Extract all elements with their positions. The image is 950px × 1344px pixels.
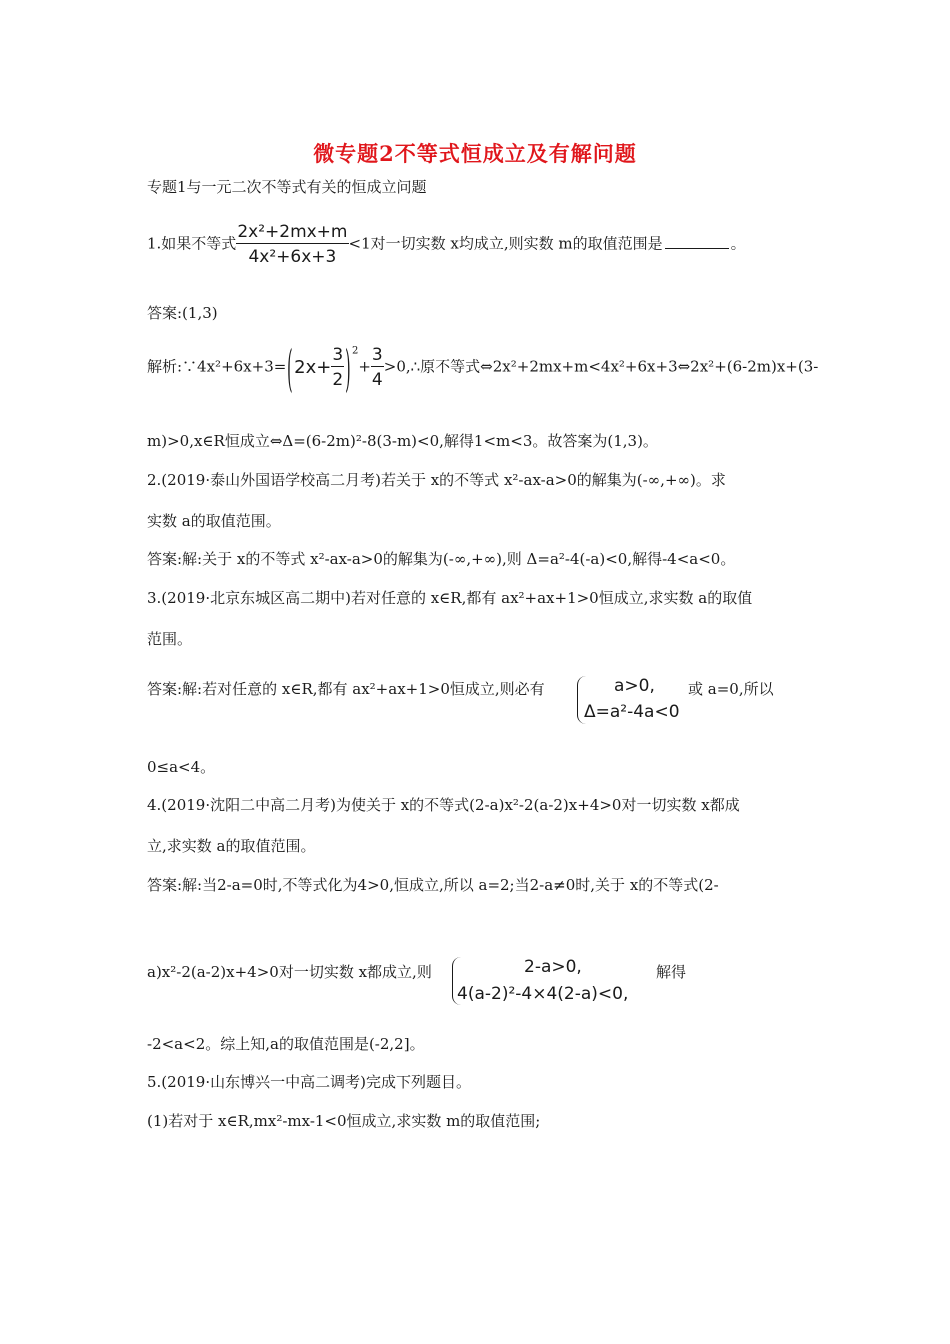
q1-frac2-den: 4: [371, 370, 383, 390]
q4-system-line1: 2-a>0,: [524, 957, 582, 977]
page-title: 微专题2不等式恒成立及有解问题: [313, 141, 637, 166]
q2-answer: 答案:解:关于 x的不等式 x²-ax-a>0的解集为(-∞,+∞),则 Δ=a²-4(-a)<0,解得-4<a<0。: [147, 550, 736, 568]
q1-fraction: [236, 222, 348, 267]
q1-numerator: 2x²+2mx+m: [237, 222, 348, 242]
q3-answer-suffix: 或 a=0,所以: [688, 680, 774, 698]
q3-answer-prefix: 答案:解:若对任意的 x∈R,都有 ax²+ax+1>0恒成立,则必有: [147, 680, 545, 698]
question-4-line2: 立,求实数 a的取值范围。: [147, 837, 316, 855]
q1-analysis-inner: 2x+: [294, 357, 332, 378]
q4-answer-line2-suffix: 解得: [656, 963, 687, 981]
q1-analysis: 解析:∵4x²+6x+3=(2x+ $\frac{3}{2}$ )$^2$+ $\frac{3}{4}$ >0,∴原不等式⇔2x²+2mx+m<4x²+6x+3⇔2x²+(6-2m)x+(3-: [147, 337, 819, 398]
q1-analysis-frac2: [371, 345, 384, 390]
q1-analysis-prefix: 解析:∵4x²+6x+3=: [147, 357, 287, 376]
question-2-line2: 实数 a的取值范围。: [147, 512, 281, 530]
left-paren: (: [287, 337, 293, 398]
q1-end: 。: [730, 234, 746, 253]
question-5-line1: 5.(2019·山东博兴一中高二调考)完成下列题目。: [147, 1073, 471, 1091]
q3-system-line1: a>0,: [614, 676, 655, 696]
q4-system-line2: 4(a-2)²-4×4(2-a)<0,: [457, 984, 629, 1004]
q1-analysis-frac: [331, 345, 344, 390]
question-1: [147, 222, 746, 267]
q1-prefix: 1.如果不等式: [147, 234, 237, 253]
q4-answer-line3: -2<a<2。综上知,a的取值范围是(-2,2]。: [147, 1035, 425, 1053]
question-3-line2: 范围。: [147, 630, 193, 648]
question-3-line1: 3.(2019·北京东城区高二期中)若对任意的 x∈R,都有 ax²+ax+1>0恒成立,求实数 a的取值: [147, 589, 753, 607]
q1-frac-den: 2: [332, 370, 344, 390]
q4-answer-line1: 答案:解:当2-a=0时,不等式化为4>0,恒成立,所以 a=2;当2-a≠0时,关于 x的不等式(2-: [147, 876, 719, 894]
q1-frac-num: 3: [332, 345, 344, 365]
q1-denominator: 4x²+6x+3: [248, 247, 337, 267]
q1-analysis-line2: m)>0,x∈R恒成立⇔Δ=(6-2m)²-8(3-m)<0,解得1<m<3。故答案为(1,3)。: [147, 432, 658, 450]
question-5-line2: (1)若对于 x∈R,mx²-mx-1<0恒成立,求实数 m的取值范围;: [147, 1112, 541, 1130]
question-2-line1: 2.(2019·泰山外国语学校高二月考)若关于 x的不等式 x²-ax-a>0的解集为(-∞,+∞)。求: [147, 471, 726, 489]
right-paren: ): [345, 337, 351, 398]
q1-analysis-suffix: >0,∴原不等式⇔2x²+2mx+m<4x²+6x+3⇔2x²+(6-2m)x+(3-: [383, 357, 819, 376]
answer-blank: [665, 234, 729, 249]
section-subtitle: 专题1与一元二次不等式有关的恒成立问题: [147, 178, 427, 196]
q1-frac2-num: 3: [371, 345, 383, 365]
q1-suffix: <1对一切实数 x均成立,则实数 m的取值范围是: [348, 234, 663, 253]
question-4-line1: 4.(2019·沈阳二中高二月考)为使关于 x的不等式(2-a)x²-2(a-2)x+4>0对一切实数 x都成: [147, 796, 740, 814]
q3-system-line2: Δ=a²-4a<0: [584, 702, 680, 722]
q1-answer: 答案:(1,3): [147, 304, 218, 322]
q3-answer-line2: 0≤a<4。: [147, 758, 216, 776]
q4-answer-line2-prefix: a)x²-2(a-2)x+4>0对一切实数 x都成立,则: [147, 963, 432, 981]
